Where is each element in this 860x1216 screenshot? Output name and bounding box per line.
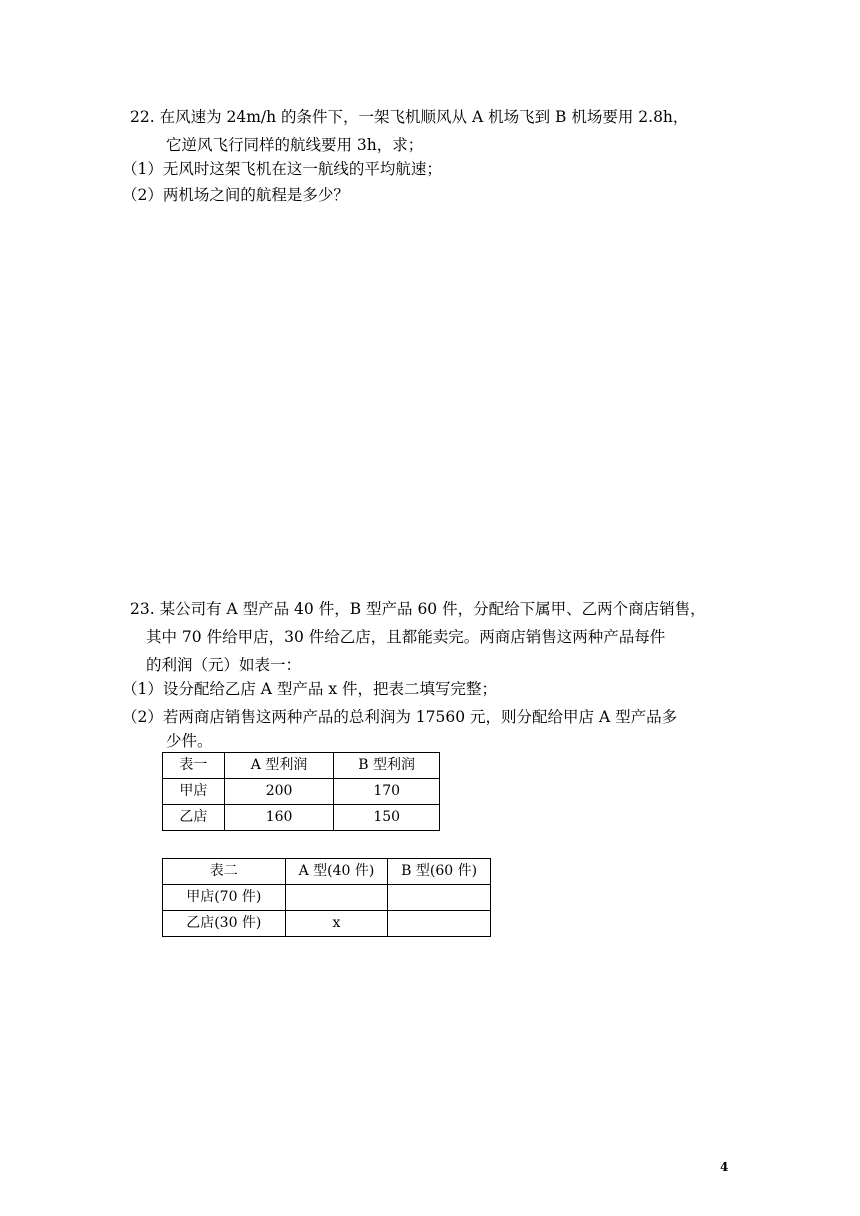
table-row [163, 805, 440, 831]
q23-part-1: （1）设分配给乙店 A 型产品 x 件，把表二填写完整； [122, 680, 498, 698]
q23-line-3: 的利润（元）如表一： [146, 656, 302, 674]
q22-line-1: 22. 在风速为 24m/h 的条件下，一架飞机顺风从 A 机场飞到 B 机场要用 2.8h， [130, 108, 689, 126]
table2-cell: 乙店(30 件) [163, 911, 286, 937]
table2-header-cell: A 型(40 件) [285, 859, 388, 885]
table1-header-cell: B 型利润 [334, 753, 440, 779]
table1-cell: 160 [224, 805, 334, 831]
page-number: 4 [720, 1160, 729, 1174]
q23-part-2-cont: 少件。 [166, 732, 213, 750]
table1-cell: 170 [334, 779, 440, 805]
table1-cell: 200 [224, 779, 334, 805]
table2-cell [285, 885, 388, 911]
q22-line-2: 它逆风飞行同样的航线要用 3h，求； [166, 136, 424, 154]
table2-cell: x [285, 911, 388, 937]
table-row [163, 779, 440, 805]
q22-part-2: （2）两机场之间的航程是多少？ [122, 186, 349, 204]
table-row [163, 885, 491, 911]
q23-part-2: （2）若两商店销售这两种产品的总利润为 17560 元，则分配给甲店 A 型产品多 [122, 708, 678, 726]
table1-cell: 乙店 [163, 805, 225, 831]
q23-line-2: 其中 70 件给甲店，30 件给乙店，且都能卖完。两商店销售这两种产品每件 [146, 628, 666, 646]
table1-cell: 甲店 [163, 779, 225, 805]
table-row [163, 753, 440, 779]
table2-cell [388, 885, 491, 911]
table2-header-cell: B 型(60 件) [388, 859, 491, 885]
profit-table-1 [162, 752, 440, 831]
table2-header-cell: 表二 [163, 859, 286, 885]
table1-header-cell: A 型利润 [224, 753, 334, 779]
table2-cell [388, 911, 491, 937]
q23-line-1: 23. 某公司有 A 型产品 40 件，B 型产品 60 件，分配给下属甲、乙两个商店销售， [130, 600, 706, 618]
q22-part-1: （1）无风时这架飞机在这一航线的平均航速； [122, 160, 442, 178]
table-row [163, 859, 491, 885]
table2-cell: 甲店(70 件) [163, 885, 286, 911]
allocation-table-2 [162, 858, 491, 937]
table1-header-cell: 表一 [163, 753, 225, 779]
table-row [163, 911, 491, 937]
table1-cell: 150 [334, 805, 440, 831]
